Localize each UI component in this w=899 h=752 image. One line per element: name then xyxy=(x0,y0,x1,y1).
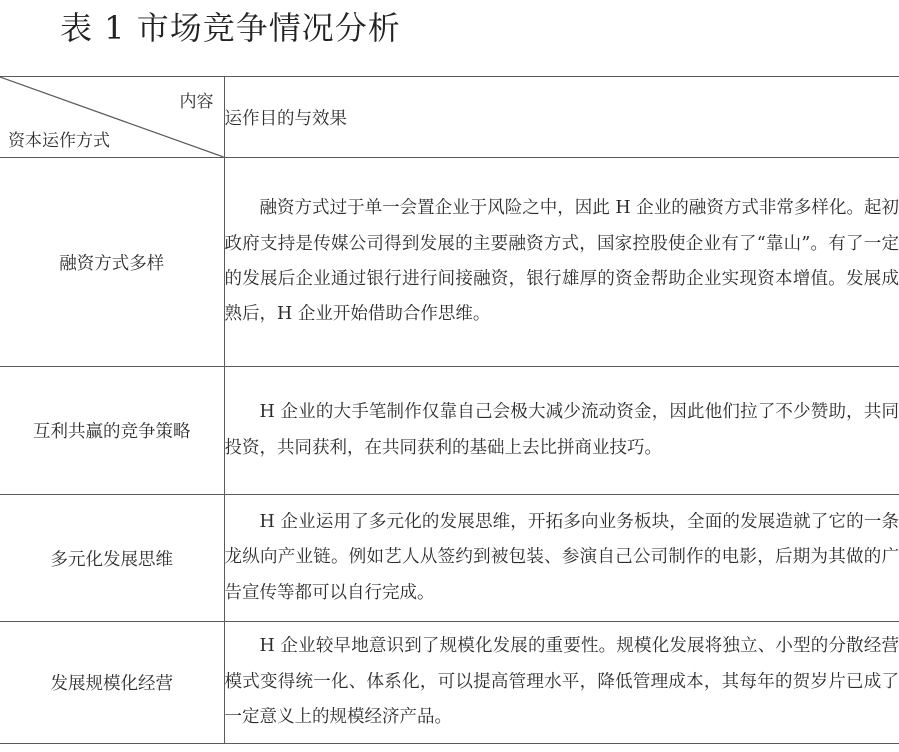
effect-cell: H 企业的大手笔制作仅靠自己会极大减少流动资金，因此他们拉了不少赞助，共同投资，共同获利，在共同获利的基础上去比拼商业技巧。 xyxy=(224,367,899,495)
table-row xyxy=(0,622,899,744)
effect-cell: 融资方式过于单一会置企业于风险之中，因此 H 企业的融资方式非常多样化。起初政府支持是传媒公司得到发展的主要融资方式，国家控股使企业有了“靠山”。有了一定的发展后企业通过银行进行间接融资，银行雄厚的资金帮助企业实现资本增值。发展成熟后，H 企业开始借助合作思维。 xyxy=(224,158,899,367)
table-row xyxy=(0,367,899,495)
header-method-label: 资本运作方式 xyxy=(8,131,110,151)
table-row xyxy=(0,158,899,367)
competition-analysis-table xyxy=(0,76,899,744)
diagonal-header-cell xyxy=(0,77,224,158)
table-title: 表 1 市场竞争情况分析 xyxy=(60,9,401,47)
method-cell: 融资方式多样 xyxy=(0,158,224,367)
method-cell: 发展规模化经营 xyxy=(0,622,224,744)
method-cell: 多元化发展思维 xyxy=(0,495,224,622)
table-row xyxy=(0,495,899,622)
table-header-row xyxy=(0,77,899,158)
effect-cell: H 企业运用了多元化的发展思维，开拓多向业务板块，全面的发展造就了它的一条龙纵向产业链。例如艺人从签约到被包装、参演自己公司制作的电影，后期为其做的广告宣传等都可以自行完成。 xyxy=(224,495,899,622)
header-effect-label: 运作目的与效果 xyxy=(224,77,899,158)
header-content-label: 内容 xyxy=(179,92,214,112)
effect-cell: H 企业较早地意识到了规模化发展的重要性。规模化发展将独立、小型的分散经营模式变得统一化、体系化，可以提高管理水平，降低管理成本，其每年的贺岁片已成了一定意义上的规模经济产品。 xyxy=(224,622,899,744)
method-cell: 互利共赢的竞争策略 xyxy=(0,367,224,495)
